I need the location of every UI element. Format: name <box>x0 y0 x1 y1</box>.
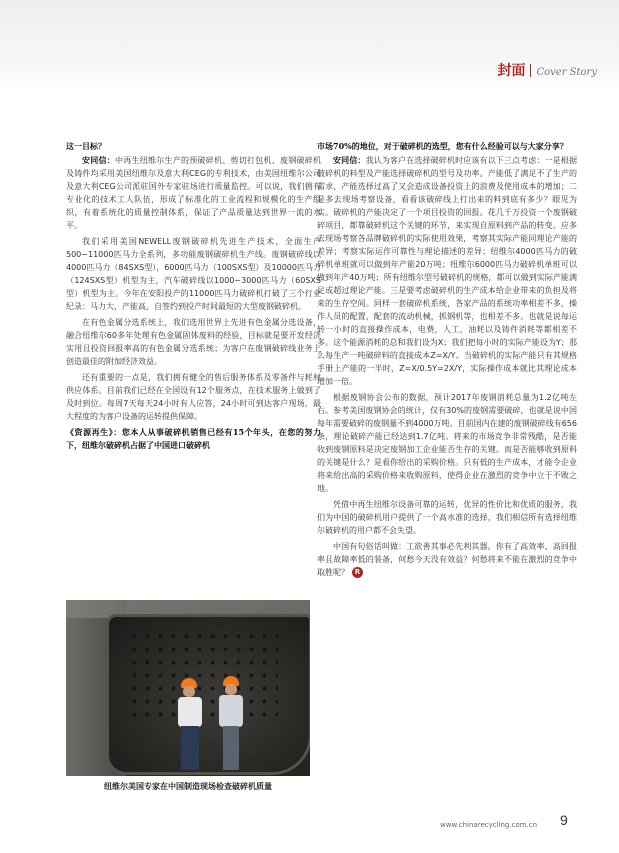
right-column <box>317 140 577 582</box>
expert-figure-1 <box>176 678 204 770</box>
closing-text: 中国有句俗话叫做：工欲善其事必先利其器。你有了高效率、高回报率且故障率低的装备，何愁今天没有效益？何愁将来不能在激烈的竞争中取胜呢？ <box>317 542 577 577</box>
answer-2-text: 我认为客户在选择破碎机时应该有以下三点考虑：一是根据破碎机的料型及产能选择破碎机的型号及功率。产能低了满足不了生产的需求，产能选择过高了又会造成设备投资上的浪费及使用成本的增加；二是多去现场考察设备，看看该破碎线上打出来的料到底有多少？眼见为实。破碎机的产能决定了一个项目投资的回报。花几千万投资一个废钢破碎项目，都靠破碎机这个关键的环节，来实现自原料到产品的转变。应多去现场考察各品牌破碎机的实际使用效果，考察其实际产能同理论产能的差异；考察实际运作可靠性与理论描述的差异；纽维尔4000匹马力的破碎机单班就可以做到年产能20万吨；纽维尔6000匹马力破碎机单班可以做到年产40万吨；所有纽维尔型号破碎机的规格，都可以做到实际产能满足或超过理论产能。三是要考虑破碎机的生产成本给企业带来的负担及将来的生存空间。同样一套破碎机系统，各家产品的系统功率相差不多，操作人员的配置，配套的流动机械，抓钢机等，也相差不多。也就是说每运转一小时的直接操作成本，电费，人工，油耗以及铸件消耗等都相差不多。这个能源消耗的总和我们设为X；我们把每小时的实际产能设为Y；那么每生产一吨破碎料的直接成本Z=X/Y。当破碎机的实际产能只有其规格手册上产能的一半时，Z=X/0.5Y=2X/Y，实际操作成本就比其理论成本增加一倍。 <box>317 156 578 386</box>
question-1-tail: 这一目标？ <box>66 141 106 151</box>
end-mark-icon: R <box>352 567 363 578</box>
section-title-en: Cover Story <box>536 67 597 78</box>
answer-2-speaker: 安同信： <box>333 156 366 165</box>
paragraph-market-data: 根据废钢协会公布的数据，预计2017年废钢消耗总量为1.2亿吨左右。参考美国废钢协会的统计，仅有30%的废钢需要破碎，也就是说中国每年需要破碎的废钢量不到4000万吨。目前国内在建的废钢破碎线有656条，理论破碎产能已经达到1.7亿吨。将来的市场竞争非常残酷，是否能收到废钢原料是决定废钢加工企业能否生存的关键。而是否能够收到原料的关键是什么？是看你给出的采购价格。只有低的生产成本，才能令企业将来给出高的采购价格来收购原料，使得企业在激烈的竞争中立于不败之地。 <box>317 393 577 493</box>
answer-1-text: 中再生纽维尔生产的预破碎机、剪切打包机、废钢破碎机及铸件均采用美国纽维尔及意大利CEG的专利技术，由美国纽维尔公司及意大利CEG公司派驻国外专家驻场进行质量监控。可以说，我们拥有专业化的技术工人队伍，形成了标准化的工业流程和规模化的生产组织，有着系统化的质量控制体系，保证了产品质量达到世界一流的水平。 <box>66 156 321 230</box>
question-2-tail: 市场70%的地位，对于破碎机的选型，您有什么经验可以与大家分享？ <box>317 141 568 151</box>
section-label <box>497 60 597 80</box>
photo-caption: 纽维尔美国专家在中国制造现场检查破碎机质量 <box>104 781 272 791</box>
question-2: 《资源再生》：您本人从事破碎机销售已经有15个年头，在您的努力下，纽维尔破碎机占据了中国进口破碎机 <box>66 427 321 450</box>
section-divider <box>530 64 531 77</box>
answer-1-speaker: 安同信： <box>82 156 115 165</box>
answer-1 <box>66 154 321 232</box>
paragraph-service: 还有重要的一点是，我们拥有健全的售后服务体系及零备件与耗材供应体系。目前我们已经在全国设有12个服务点，在技术服务上做到了及时到位。每周7天每天24小时有人应答，24小时可到达客户现场，最大程度的为客户设备的运转提供保障。 <box>66 373 321 421</box>
left-column <box>66 140 321 453</box>
paragraph-closing <box>317 540 577 579</box>
factory-photo <box>66 600 310 776</box>
expert-figure-2 <box>218 676 244 770</box>
paragraph-sorting-system: 在有色金属分选系统上，我们选用世界上先进有色金属分选设备，融合纽维尔60多年处理有色金属固体废料的经验，目标就是要开发经济实用且投资回报率高的有色金属分选系统；为客户在废钢破碎线业务上创造最佳的附加经济效益。 <box>66 318 321 366</box>
paragraph-newell-tech: 我们采用美国NEWELL废钢破碎机先进生产技术，全面生产500~11000匹马力全系列，多功能废钢破碎机生产线。废钢破碎线以4000匹马力（84SXS型），6000匹马力（100SXS型）及10000匹马力（124SXS型）机型为主，汽车破碎线以1000~3000匹马力（60SXS型）机型为主。今年在安阳投产的11000匹马力破碎机打破了三个行业纪录：马力大，产能高，自签约到投产时间最短的大型废钢破碎机。 <box>66 237 321 311</box>
page-number: 9 <box>560 812 568 828</box>
footer-url: www.chinarecycling.com.cn <box>440 821 538 829</box>
paragraph-newell-choice: 凭借中再生纽维尔设备可靠的运转，优异的性价比和优质的服务，我们为中国的破碎机用户提供了一个高水准的选择，我们相信所有选择纽维尔破碎机的用户都不会失望。 <box>317 500 577 535</box>
header-band <box>0 0 619 95</box>
answer-2 <box>317 154 577 388</box>
section-title-cn: 封面 <box>497 63 526 79</box>
